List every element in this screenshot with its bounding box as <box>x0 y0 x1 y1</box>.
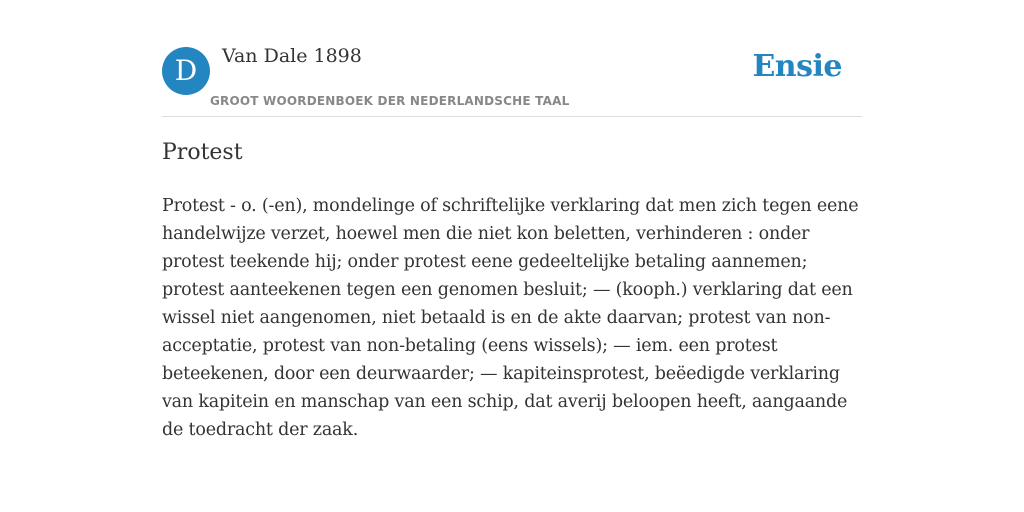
source-subtitle: GROOT WOORDENBOEK DER NEDERLANDSCHE TAAL <box>210 94 570 108</box>
brand-logo[interactable]: Ensie <box>752 49 842 84</box>
page-title: Protest <box>162 140 243 165</box>
source-title[interactable]: Van Dale 1898 <box>222 45 362 67</box>
definition-text: Protest - o. (-en), mondelinge of schriftelijke verklaring dat men zich tegen eene handelwijze verzet, hoewel men die niet kon beletten, verhinderen : onder protest teekende hij; onder protest eene gedeeltelijke betaling aannemen; protest aanteekenen tegen een genomen besluit; — (kooph.) verklaring dat een wissel niet aangenomen, niet betaald is en de akte daarvan; protest van non-acceptatie, protest van non-betaling (eens wissels); — iem. een protest beteekenen, door een deurwaarder; — kapiteinsprotest, beëedigde verklaring van kapitein en manschap van een schip, dat averij beloopen heeft, aangaande de toedracht der zaak. <box>162 196 859 440</box>
source-logo[interactable]: D <box>162 47 210 95</box>
entry-card <box>162 0 862 512</box>
header <box>162 0 862 117</box>
